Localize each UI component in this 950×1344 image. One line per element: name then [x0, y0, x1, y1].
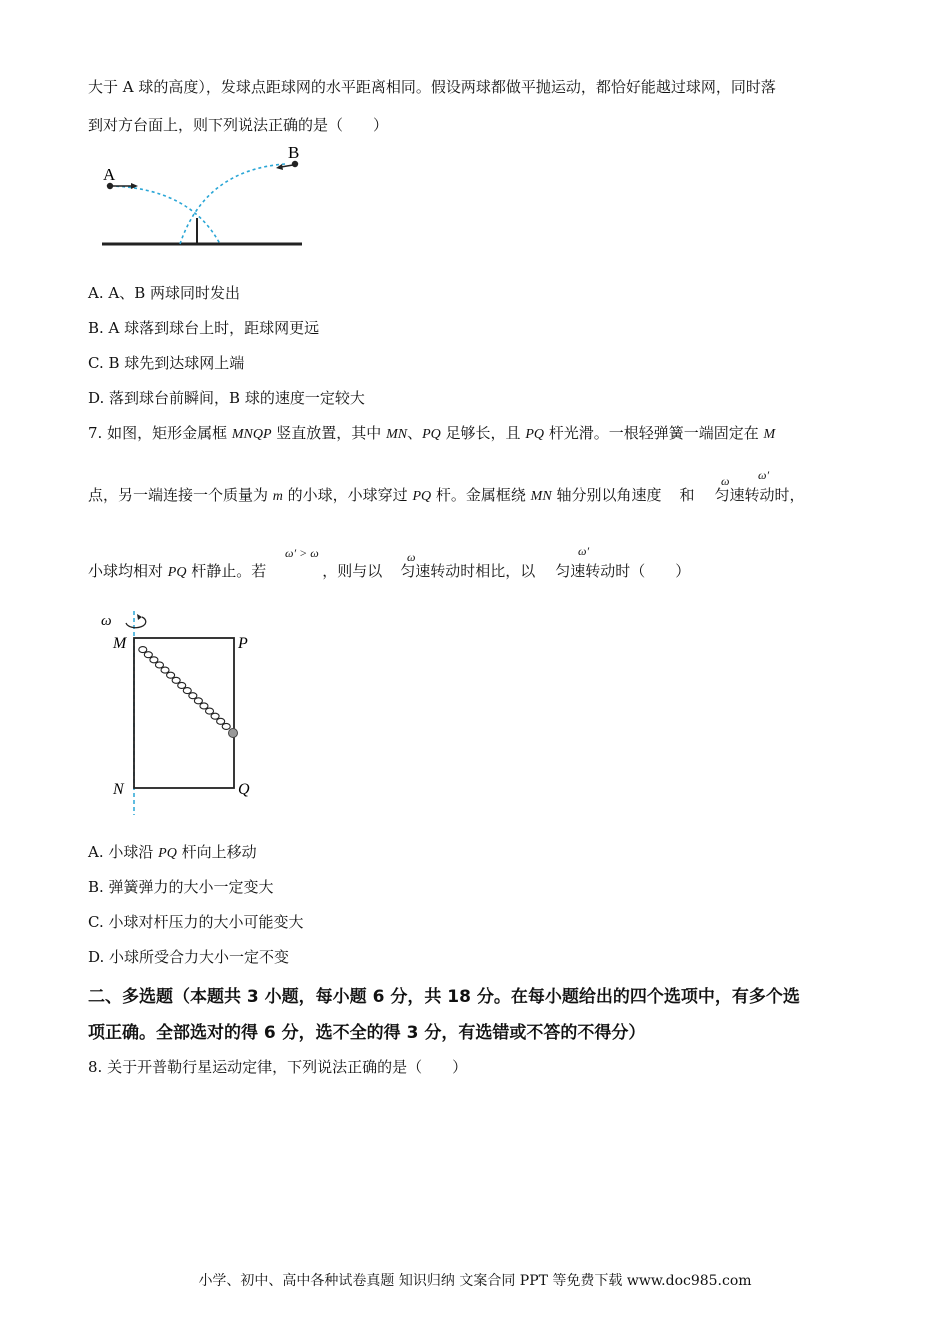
q7-l1-t2: 、	[407, 424, 423, 442]
label-omega: ω	[101, 613, 112, 629]
q7-l3-t1: 小球均相对	[88, 562, 168, 580]
q7-l1-mn: MN	[386, 427, 408, 442]
q7-l2-t3: 杆。金属框绕	[431, 486, 531, 504]
q6-text-line1: 大于 A 球的高度），发球点距球网的水平距离相同。假设两球都做平抛运动，都恰好能越过球网，同时落	[88, 78, 776, 96]
label-q: Q	[238, 781, 250, 798]
label-n: N	[113, 781, 124, 798]
q7-figure-rotating-frame	[98, 605, 268, 820]
q6-text-line2: 到对方台面上，则下列说法正确的是（ ）	[88, 116, 389, 134]
q7-text-line3	[88, 560, 690, 581]
spring-coil	[222, 723, 230, 729]
q7-text-line1	[88, 422, 775, 443]
q7-l1-m: M	[763, 427, 776, 442]
section2-heading-line1: 二、多选题（本题共 3 小题，每小题 6 分，共 18 分。在每小题给出的四个选项中，有多个选	[88, 987, 800, 1007]
rotation-arrow-head	[137, 614, 142, 620]
q7-l2-t1: 点，另一端连接一个质量为	[88, 486, 273, 504]
q7-l2-t2: 的小球，小球穿过	[282, 486, 413, 504]
trajectory-a	[110, 186, 220, 244]
q7-l3-omega: ω	[407, 550, 416, 564]
q7-option-a-suffix: 杆向上移动	[176, 843, 257, 861]
label-a: A	[103, 165, 116, 184]
label-m: M	[113, 635, 127, 652]
trajectory-b	[180, 164, 285, 244]
q7-l2-t5: 匀速转动时，	[714, 486, 805, 504]
q6-option-a: A. A、B 两球同时发出	[88, 284, 240, 302]
q7-l1-pq: PQ	[422, 427, 441, 442]
q7-l2-omega-prime: ω′	[758, 468, 770, 482]
metal-frame	[134, 638, 234, 788]
q7-l3-t2: 杆静止。若	[186, 562, 267, 580]
q7-option-c: C. 小球对杆压力的大小可能变大	[88, 913, 304, 931]
q7-option-a	[88, 841, 257, 862]
q7-l3-t5: 匀速转动时（ ）	[555, 562, 691, 580]
q7-l1-pq2: PQ	[525, 427, 544, 442]
q7-l2-mn: MN	[530, 489, 552, 504]
q7-l2-m: m	[272, 489, 283, 504]
section2-heading-line2: 项正确。全部选对的得 6 分，选不全的得 3 分，有选错或不答的不得分）	[88, 1023, 646, 1043]
q7-l2-pq: PQ	[412, 489, 432, 504]
q7-l3-condition: ω′ > ω	[285, 546, 319, 560]
q7-option-a-prefix: A. 小球沿	[88, 843, 159, 861]
q8-text: 8. 关于开普勒行星运动定律，下列说法正确的是（ ）	[88, 1058, 468, 1076]
q7-l2-t4: 轴分别以角速度	[551, 486, 662, 504]
q6-figure-table-tennis	[95, 140, 310, 252]
q7-l1-t4: 杆光滑。一根轻弹簧一端固定在	[543, 424, 764, 442]
q6-option-d: D. 落到球台前瞬间，B 球的速度一定较大	[88, 389, 365, 407]
q7-option-b: B. 弹簧弹力的大小一定变大	[88, 878, 274, 896]
q7-l1-mnqp: MNQP	[231, 427, 272, 442]
spring	[139, 647, 230, 730]
q7-l2-and: 和	[679, 486, 695, 504]
q7-l2-omega: ω	[721, 474, 730, 488]
q7-l3-omega-prime: ω′	[578, 544, 590, 558]
q6-option-c: C. B 球先到达球网上端	[88, 354, 245, 372]
q6-option-b: B. A 球落到球台上时，距球网更远	[88, 319, 320, 337]
q7-option-d: D. 小球所受合力大小一定不变	[88, 948, 290, 966]
q7-l3-t4: 匀速转动时相比，以	[400, 562, 536, 580]
q7-option-a-pq: PQ	[158, 846, 177, 861]
q7-l1-t1: 竖直放置，其中	[271, 424, 387, 442]
label-p: P	[238, 635, 248, 652]
q7-l1-t3: 足够长，且	[440, 424, 526, 442]
page-footer: 小学、初中、高中各种试卷真题 知识归纳 文案合同 PPT 等免费下载 www.doc985.com	[198, 1273, 752, 1289]
label-b: B	[288, 143, 300, 162]
arrow-b	[281, 165, 293, 167]
rotation-arrow	[126, 617, 146, 628]
q7-l3-pq: PQ	[167, 565, 187, 580]
q7-text-line2	[88, 484, 804, 505]
q7-l1-prefix: 7. 如图，矩形金属框	[88, 424, 232, 442]
q7-l3-t3: ，则与以	[322, 562, 383, 580]
ball	[229, 729, 238, 738]
